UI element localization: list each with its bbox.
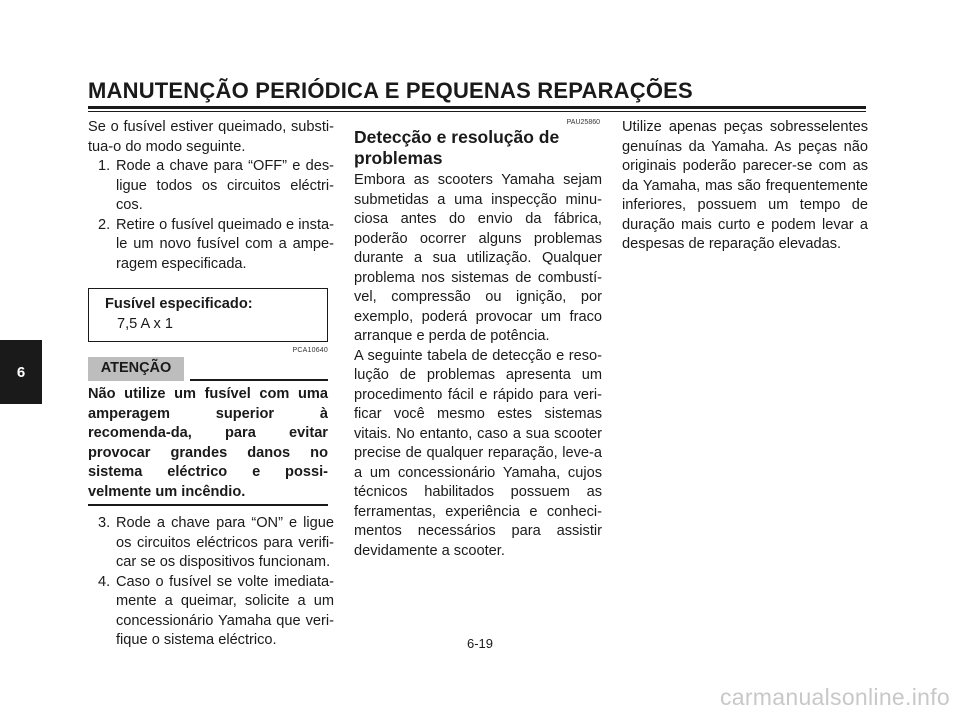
header-rule [88, 106, 866, 109]
step-number: 2. [98, 216, 111, 233]
spec-box [88, 288, 328, 342]
steps-list-b [88, 514, 334, 651]
warning-rule [88, 504, 328, 506]
spec-title: Fusível especificado: [105, 296, 253, 312]
column-left [88, 118, 334, 651]
genuine-parts-paragraph: Utilize apenas peças sobresselentes genuínas da Yamaha. As peças não originais poderão parecer-se com as da Yamaha, mas são frequentemente inferiores, possuem um tempo de duração mais curto e podem levar a despesas de reparação elevadas. [622, 119, 868, 252]
step-text: Rode a chave para “OFF” e des-ligue todos os circuitos eléctri-cos. [116, 158, 334, 213]
step-text: Caso o fusível se volte imediata-mente a queimar, solicite a um concessionário Yamaha que veri-fique o sistema eléctrico. [116, 573, 334, 648]
step-number: 4. [98, 573, 111, 590]
section-heading: Detecção e resolução de problemas [354, 127, 560, 168]
section-code: PAU25860 [566, 119, 600, 126]
step-number: 3. [98, 515, 111, 531]
step-number: 1. [98, 158, 111, 174]
attention-rule [190, 379, 328, 381]
chapter-tab: 6 [0, 340, 42, 404]
list-item [88, 157, 334, 216]
spec-value: 7,5 A x 1 [117, 315, 173, 332]
column-middle [354, 118, 602, 561]
fuse-intro: Se o fusível estiver queimado, substi-tua-o do modo seguinte. [88, 119, 334, 155]
step-text: Rode a chave para “ON” e ligue os circuitos eléctricos para verifi-car se os dispositivos funcionam. [116, 515, 334, 570]
step-text: Retire o fusível queimado e insta-le um novo fusível com a ampe-ragem especificada. [116, 216, 334, 272]
header-rule-thin [88, 111, 866, 112]
list-item [88, 514, 334, 573]
page-number: 6-19 [466, 636, 494, 651]
attention-header [88, 357, 334, 381]
watermark: carmanualsonline.info [719, 684, 950, 710]
column-right [622, 118, 868, 255]
troubleshooting-paragraph-1: Embora as scooters Yamaha sejam submetidas a uma inspecção minu-ciosa antes do envio da fábrica, poderão ocorrer alguns problemas durante a sua utilização. Qualquer problema nos sistemas de combustí-vel, compressão ou ignição, por exemplo, poderá provocar um fraco arranque e perda de potência. [354, 172, 602, 344]
attention-badge: ATENÇÃO [88, 357, 184, 381]
page-title: MANUTENÇÃO PERIÓDICA E PEQUENAS REPARAÇÕES [88, 78, 693, 103]
list-item [88, 216, 334, 275]
reference-code: PCA10640 [292, 347, 328, 354]
troubleshooting-paragraph-2: A seguinte tabela de detecção e reso-lução de problemas apresenta um procedimento fácil e rápido para veri-ficar você mesmo estes sistemas vitais. No entanto, caso a sua scooter precise de qualquer reparação, leve-a a um concessionário Yamaha, cujos técnicos habilitados possuem as ferramentas, experiência e conheci-mentos necessários para assistir devidamente a scooter. [354, 347, 602, 559]
warning-text: Não utilize um fusível com uma amperagem superior à recomenda-da, para evitar provocar grandes danos no sistema eléctrico e possi-velmente um incêndio. [88, 386, 328, 500]
steps-list-a [88, 157, 334, 274]
